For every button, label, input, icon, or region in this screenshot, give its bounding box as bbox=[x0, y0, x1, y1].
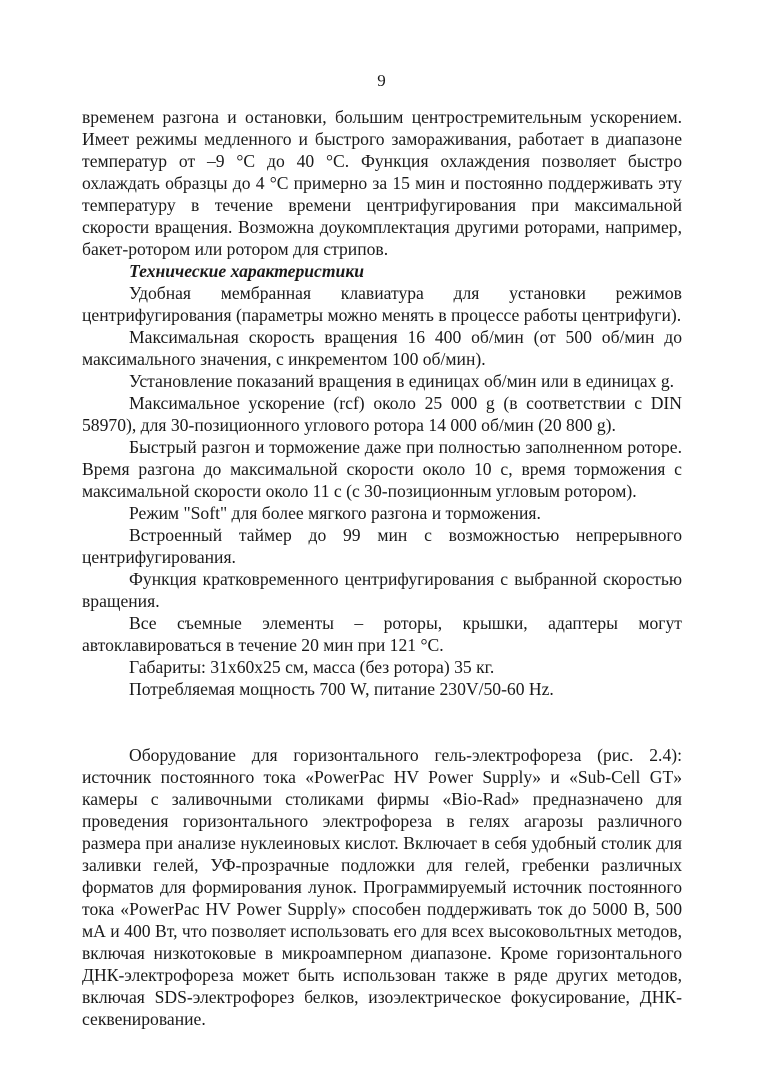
spec-item: Максимальное ускорение (rcf) около 25 000 g (в соответствии с DIN 58970), для 30-позиционного углового ротора 14 000 об/мин (20 800 g). bbox=[82, 393, 682, 435]
spec-item: Максимальная скорость вращения 16 400 об/мин (от 500 об/мин до максимального значения, с инкрементом 100 об/мин). bbox=[82, 327, 682, 369]
page-number: 9 bbox=[377, 71, 386, 90]
spec-item: Установление показаний вращения в единицах об/мин или в единицах g. bbox=[129, 371, 675, 391]
paragraph-spacer bbox=[82, 700, 682, 744]
spec-item: Все съемные элементы – роторы, крышки, адаптеры могут автоклавироваться в течение 20 мин при 121 °С. bbox=[82, 613, 682, 655]
spec-item: Потребляемая мощность 700 W, питание 230V/50-60 Hz. bbox=[129, 679, 554, 699]
spec-item: Режим "Soft" для более мягкого разгона и торможения. bbox=[129, 503, 541, 523]
spec-item: Быстрый разгон и торможение даже при полностью заполненном роторе. Время разгона до максимальной скорости около 10 с, время торможения с максимальной скорости около 11 с (с 30-позиционным угловым ротором). bbox=[82, 437, 682, 501]
spec-item: Функция кратковременного центрифугирования с выбранной скоростью вращения. bbox=[82, 569, 682, 611]
section-heading: Технические характеристики bbox=[129, 261, 365, 281]
spec-item: Удобная мембранная клавиатура для установки режимов центрифугирования (параметры можно менять в процессе работы центрифуги). bbox=[82, 283, 682, 325]
spec-item: Встроенный таймер до 99 мин с возможностью непрерывного центрифугирования. bbox=[82, 525, 682, 567]
page-body bbox=[82, 106, 682, 1030]
spec-item: Габариты: 31х60х25 см, масса (без ротора) 35 кг. bbox=[129, 657, 495, 677]
electrophoresis-paragraph: Оборудование для горизонтального гель-электрофореза (рис. 2.4): источник постоянного тока «PowerPac HV Power Supply» и «Sub-Cell GT» камеры с заливочными столиками фирмы «Bio-Rad» предназначено для проведения горизонтального электрофореза в гелях агарозы различного размера при анализе нуклеиновых кислот. Включает в себя удобный столик для заливки гелей, УФ-прозрачные подложки для гелей, гребенки различных форматов для формирования лунок. Программируемый источник постоянного тока «PowerPac HV Power Supply» способен поддерживать ток до 5000 В, 500 мА и 400 Вт, что позволяет использовать его для всех высоковольтных методов, включая низкотоковые в микроамперном диапазоне. Кроме горизонтального ДНК-электрофореза может быть использован также в ряде других методов, включая SDS-электрофорез белков, изоэлектрическое фокусирование, ДНК-секвенирование. bbox=[82, 745, 682, 1029]
intro-paragraph: временем разгона и остановки, большим центростремительным ускорением. Имеет режимы медленного и быстрого замораживания, работает в диапазоне температур от –9 °С до 40 °С. Функция охлаждения позволяет быстро охлаждать образцы до 4 °С примерно за 15 мин и постоянно поддерживать эту температуру в течение времени центрифугирования при максимальной скорости вращения. Возможна доукомплектация другими роторами, например, бакет-ротором или ротором для стрипов. bbox=[82, 107, 682, 259]
